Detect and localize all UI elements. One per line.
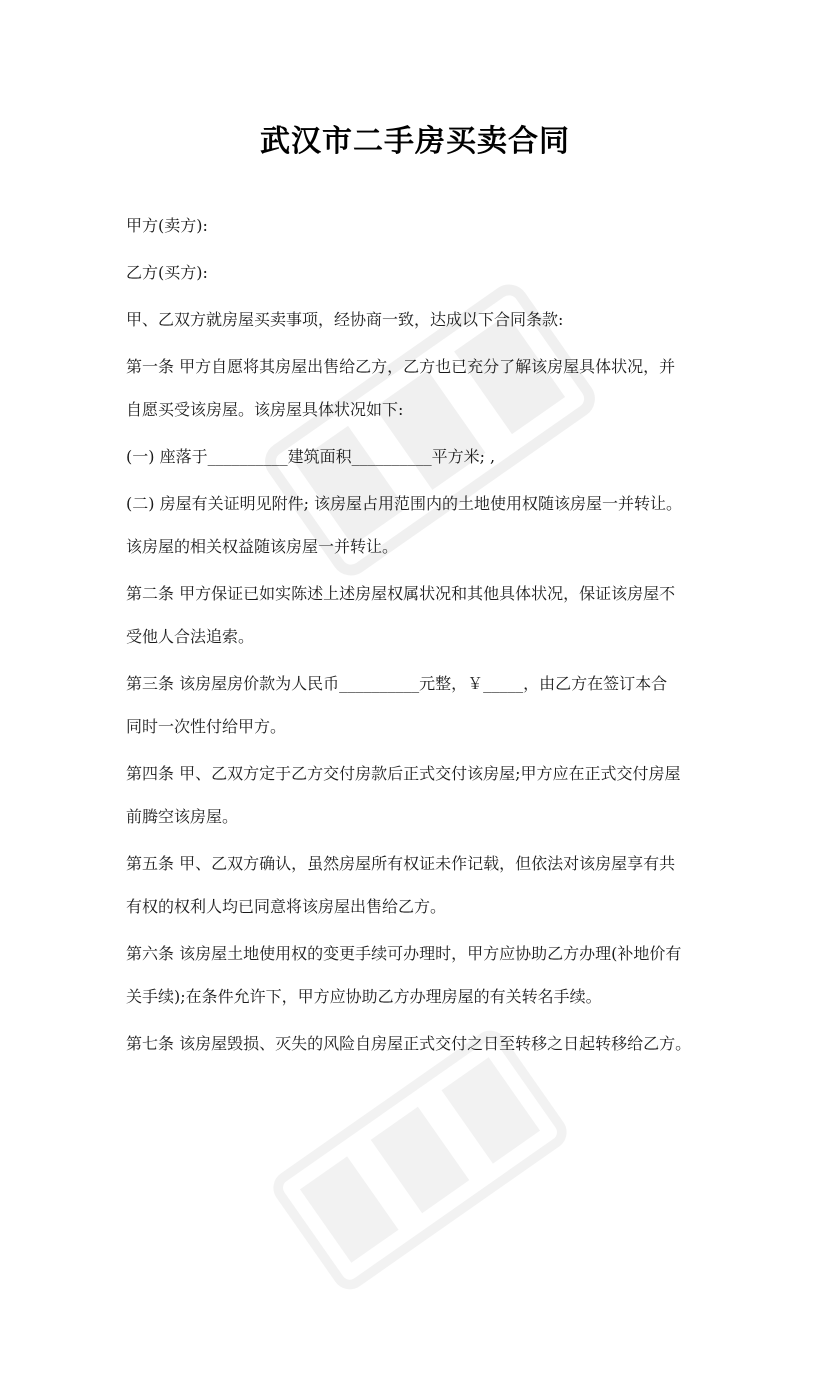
text-line: 甲方(卖方): bbox=[126, 216, 208, 235]
preamble bbox=[126, 310, 716, 330]
text-line: 第三条 该房屋房价款为人民币__________元整，￥_____，由乙方在签订本合 bbox=[126, 674, 668, 693]
clause-1-item-2 bbox=[126, 494, 716, 557]
text-line: 乙方(买方): bbox=[126, 263, 208, 282]
text-line: (二) 房屋有关证明见附件; 该房屋占用范围内的土地使用权随该房屋一并转让。 bbox=[126, 494, 683, 513]
text-line: 第一条 甲方自愿将其房屋出售给乙方，乙方也已充分了解该房屋具体状况，并 bbox=[126, 357, 676, 376]
party-b-line bbox=[126, 263, 716, 283]
clause-2 bbox=[126, 584, 716, 647]
clause-1 bbox=[126, 357, 716, 420]
clause-1-item-1 bbox=[126, 447, 716, 467]
text-line: 前腾空该房屋。 bbox=[126, 807, 239, 826]
clause-4 bbox=[126, 764, 716, 827]
text-line: 有权的权利人均已同意将该房屋出售给乙方。 bbox=[126, 897, 447, 916]
text-line: 第七条 该房屋毁损、灭失的风险自房屋正式交付之日至转移之日起转移给乙方。 bbox=[126, 1034, 692, 1053]
text-line: 该房屋的相关权益随该房屋一并转让。 bbox=[126, 537, 399, 556]
text-line: 第六条 该房屋土地使用权的变更手续可办理时，甲方应协助乙方办理(补地价有 bbox=[126, 944, 682, 963]
text-line: 第四条 甲、乙双方定于乙方交付房款后正式交付该房屋;甲方应在正式交付房屋 bbox=[126, 764, 681, 783]
text-line: 同时一次性付给甲方。 bbox=[126, 717, 287, 736]
clause-5 bbox=[126, 854, 716, 917]
contract-body bbox=[126, 216, 716, 1081]
document-title: 武汉市二手房买卖合同 bbox=[260, 124, 570, 159]
clause-7 bbox=[126, 1034, 716, 1054]
text-line: 关手续);在条件允许下，甲方应协助乙方办理房屋的有关转名手续。 bbox=[126, 987, 602, 1006]
party-a-line bbox=[126, 216, 716, 236]
text-line: 受他人合法追索。 bbox=[126, 627, 255, 646]
text-line: 第五条 甲、乙双方确认，虽然房屋所有权证未作记载，但依法对该房屋享有共 bbox=[126, 854, 676, 873]
text-line: (一) 座落于__________建筑面积__________平方米; , bbox=[126, 447, 496, 466]
text-line: 自愿买受该房屋。该房屋具体状况如下: bbox=[126, 400, 404, 419]
clause-3 bbox=[126, 674, 716, 737]
clause-6 bbox=[126, 944, 716, 1007]
text-line: 第二条 甲方保证已如实陈述上述房屋权属状况和其他具体状况，保证该房屋不 bbox=[126, 584, 676, 603]
text-line: 甲、乙双方就房屋买卖事项，经协商一致，达成以下合同条款: bbox=[126, 310, 564, 329]
